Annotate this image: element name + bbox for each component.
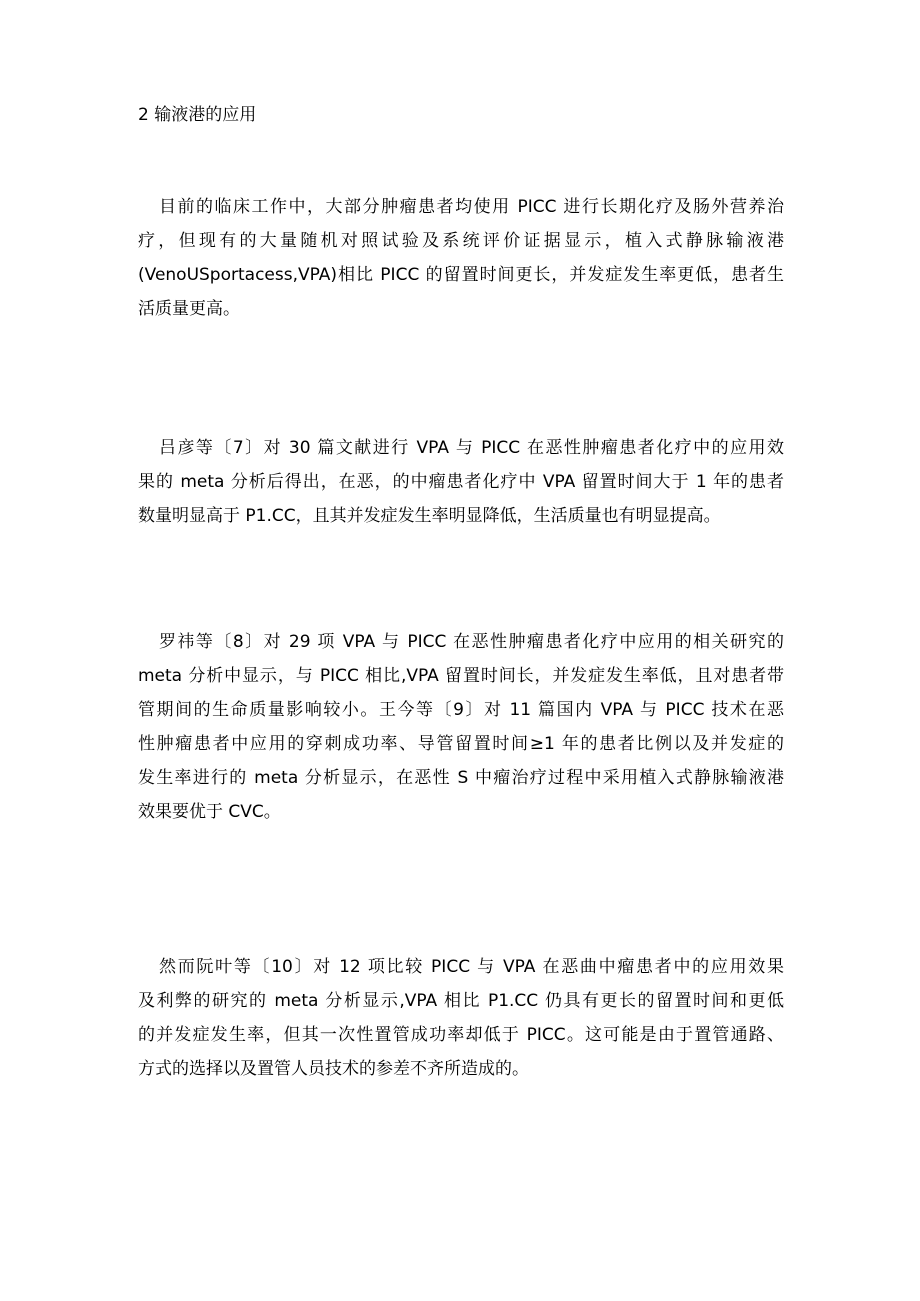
paragraph-line: 管期间的生命质量影响较小。王今等〔9〕对 11 篇国内 VPA 与 PICC 技术在恶: [138, 700, 784, 720]
paragraph-line: 性肿瘤患者中应用的穿刺成功率、导管留置时间≥1 年的患者比例以及并发症的: [138, 734, 784, 754]
paragraph-3: [138, 625, 784, 829]
paragraph-line: 活质量更高。: [138, 299, 240, 319]
paragraph-line: 及利弊的研究的 meta 分析显示,VPA 相比 P1.CC 仍具有更长的留置时间和更低: [138, 991, 784, 1011]
paragraph-1: [138, 190, 784, 326]
paragraph-line: 发生率进行的 meta 分析显示，在恶性 S 中瘤治疗过程中采用植入式静脉输液港: [138, 768, 784, 788]
paragraph-4: [138, 950, 784, 1086]
paragraph-2: [138, 431, 784, 533]
section-heading: 2 输液港的应用: [138, 105, 257, 125]
paragraph-line: 数量明显高于 P1.CC，且其并发症发生率明显降低，生活质量也有明显提高。: [138, 506, 721, 526]
paragraph-line: 目前的临床工作中，大部分肿瘤患者均使用 PICC 进行长期化疗及肠外营养治: [159, 197, 784, 217]
paragraph-line: 然而阮叶等〔10〕对 12 项比较 PICC 与 VPA 在恶曲中瘤患者中的应用效果: [159, 957, 784, 977]
paragraph-line: 效果要优于 CVC。: [138, 802, 281, 822]
paragraph-line: 果的 meta 分析后得出，在恶，的中瘤患者化疗中 VPA 留置时间大于 1 年的患者: [138, 472, 784, 492]
paragraph-line: meta 分析中显示，与 PICC 相比,VPA 留置时间长，并发症发生率低，且对患者带: [138, 666, 784, 686]
paragraph-line: 罗祎等〔8〕对 29 项 VPA 与 PICC 在恶性肿瘤患者化疗中应用的相关研究的: [159, 632, 784, 652]
paragraph-line: 疗，但现有的大量随机对照试验及系统评价证据显示，植入式静脉输液港: [138, 231, 784, 251]
paragraph-line: 方式的选择以及置管人员技术的参差不齐所造成的。: [138, 1059, 529, 1079]
paragraph-line: 的并发症发生率，但其一次性置管成功率却低于 PICC。这可能是由于置管通路、: [138, 1025, 784, 1045]
paragraph-line: 吕彦等〔7〕对 30 篇文献进行 VPA 与 PICC 在恶性肿瘤患者化疗中的应用效: [159, 438, 784, 458]
paragraph-line: (VenoUSportacess,VPA)相比 PICC 的留置时间更长，并发症发生率更低，患者生: [138, 265, 784, 285]
